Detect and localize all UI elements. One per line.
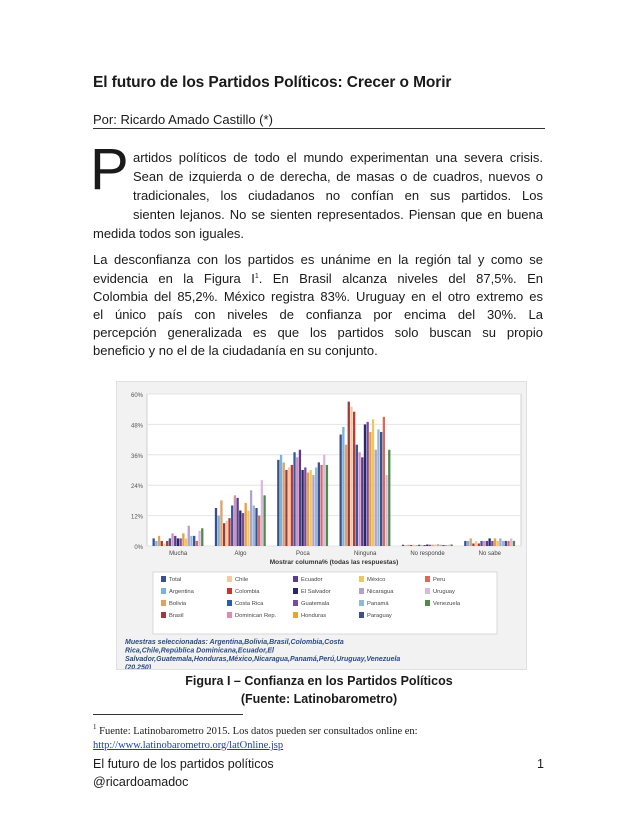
figure-chart <box>116 381 527 670</box>
bar <box>467 541 469 546</box>
bar <box>196 541 198 546</box>
bar <box>491 541 493 546</box>
bar <box>177 538 179 546</box>
sample-note-line: Muestras seleccionadas: Argentina,Bolivia,Brasil,Colombia,Costa <box>125 639 344 646</box>
bar <box>239 511 241 546</box>
bar <box>280 455 282 546</box>
footnote-link[interactable]: http://www.latinobarometro.org/latOnline.jsp <box>93 740 284 751</box>
bar <box>307 473 309 546</box>
legend-swatch <box>425 576 430 582</box>
legend-entry: Honduras <box>301 613 327 619</box>
bar <box>215 508 217 546</box>
y-tick-label: 48% <box>130 423 143 430</box>
paragraph-2-line-3: Colombia del 85,2%. México registra 83%. Uruguay en el otro extremo es <box>93 289 543 304</box>
bar <box>510 538 512 546</box>
bar <box>483 541 485 546</box>
bar <box>340 435 342 546</box>
bar <box>190 536 192 546</box>
bar <box>261 480 263 546</box>
bar <box>223 523 225 546</box>
legend-entry: Colombia <box>235 589 260 595</box>
legend-entry: Peru <box>433 577 446 583</box>
bar <box>228 518 230 546</box>
bar <box>486 541 488 546</box>
bar <box>234 495 236 546</box>
footnote-reference[interactable]: 1 <box>254 273 259 280</box>
legend-swatch <box>425 600 430 606</box>
bar <box>488 538 490 546</box>
bar <box>255 508 257 546</box>
bar <box>377 429 379 546</box>
bar <box>415 545 417 546</box>
paragraph-1-line-1: artidos políticos de todo el mundo experimentan una severa crisis. <box>133 150 543 165</box>
bar <box>410 545 412 546</box>
title-divider <box>93 128 545 129</box>
footnote: $^1$ Fuente: Latinobarometro 2015. Los datos pueden ser consultados online en: <box>93 723 418 737</box>
legend-entry: Nicaragua <box>367 589 394 595</box>
bar <box>242 513 244 546</box>
bar <box>304 467 306 546</box>
legend-entry: Argentina <box>169 589 194 595</box>
legend-entry: Venezuela <box>433 601 461 607</box>
sample-note-line: Salvador,Guatemala,Honduras,México,Nicaragua,Panamá,Perú,Uruguay,Venezuela <box>125 656 401 663</box>
bar <box>166 541 168 546</box>
paragraph-1-line-4: sienten lejanos. No se sienten representados. Piensan que en buena <box>133 207 543 222</box>
bar <box>464 541 466 546</box>
bar <box>158 536 160 546</box>
bar <box>350 407 352 546</box>
x-tick-label: No sabe <box>478 551 502 557</box>
paragraph-2-line-5: percepción generalizada es que los partidos solo buscan su propio <box>93 325 543 340</box>
bar <box>440 545 442 546</box>
x-tick-label: No responde <box>410 551 445 557</box>
figure-source: (Fuente: Latinobarometro) <box>240 692 398 706</box>
bar <box>201 528 203 546</box>
bar <box>437 544 439 546</box>
legend-entry: Bolivia <box>169 601 187 607</box>
legend-swatch <box>161 612 166 618</box>
byline: Por: Ricardo Amado Castillo (*) <box>93 112 273 127</box>
paragraph-2-line-4: el único país con niveles de confianza por encima del 30%. La <box>93 307 543 322</box>
confidence-bar-chart <box>117 382 526 669</box>
bar <box>367 422 369 546</box>
bar <box>402 545 404 546</box>
bar <box>318 462 320 546</box>
bar <box>475 541 477 546</box>
bar <box>407 545 409 546</box>
legend-swatch <box>359 612 364 618</box>
legend-entry: Guatemala <box>301 601 330 607</box>
y-tick-label: 12% <box>130 514 143 521</box>
paragraph-1-line-5: medida todos son iguales. <box>93 226 245 241</box>
bar <box>364 424 366 546</box>
legend-swatch <box>293 600 298 606</box>
bar <box>369 432 371 546</box>
bar <box>180 538 182 546</box>
bar <box>507 541 509 546</box>
footer-handle: @ricardoamadoc <box>93 775 189 789</box>
bar <box>277 460 279 546</box>
bar <box>310 470 312 546</box>
sample-note-line: (20.250) <box>125 664 152 669</box>
legend-entry: Chile <box>235 577 249 583</box>
x-tick-label: Algo <box>234 551 247 557</box>
bar <box>405 545 407 546</box>
bar <box>385 475 387 546</box>
document-title: El futuro de los Partidos Políticos: Crecer o Morir <box>93 74 452 91</box>
legend-swatch <box>227 612 232 618</box>
legend-entry: Total <box>169 577 182 583</box>
legend-entry: Costa Rica <box>235 601 264 607</box>
bar <box>250 490 252 546</box>
bar <box>470 538 472 546</box>
drop-cap: P <box>90 137 129 202</box>
bar <box>429 545 431 546</box>
bar <box>375 450 377 546</box>
bar <box>193 536 195 546</box>
bar <box>434 544 436 546</box>
bar <box>174 536 176 546</box>
y-tick-label: 60% <box>130 393 143 399</box>
paragraph-2-line-6: beneficio y no el de la ciudadanía en su conjunto. <box>93 343 378 358</box>
bar <box>163 543 165 546</box>
bar <box>253 505 255 546</box>
bar <box>312 475 314 546</box>
bar <box>380 432 382 546</box>
bar <box>388 450 390 546</box>
bar <box>448 545 450 546</box>
paragraph-1-line-2: Sean de izquierda o de derecha, de masas o de cuadros, nuevos o <box>133 169 543 184</box>
bar <box>480 541 482 546</box>
legend-swatch <box>425 588 430 594</box>
bar <box>231 505 233 546</box>
paragraph-2-line-1: La desconfianza con los partidos es unánime en la región tal y como se <box>93 252 543 267</box>
legend-swatch <box>359 576 364 582</box>
bar <box>293 452 295 546</box>
bar <box>442 545 444 546</box>
bar <box>345 445 347 546</box>
bar <box>348 402 350 546</box>
bar <box>258 516 260 546</box>
bar <box>220 500 222 546</box>
footer-title: El futuro de los partidos políticos <box>93 757 274 771</box>
legend-swatch <box>227 588 232 594</box>
legend-entry: Dominican Rep. <box>235 613 277 619</box>
x-tick-label: Mucha <box>169 551 188 557</box>
bar <box>513 541 515 546</box>
bar <box>502 541 504 546</box>
bar <box>185 538 187 546</box>
bar <box>472 543 474 546</box>
legend-swatch <box>293 576 298 582</box>
legend-entry: El Salvador <box>301 589 331 595</box>
paragraph-1-line-3: tradicionales, los ciudadanos no confían en sus partidos. Los <box>133 188 543 203</box>
bar <box>326 465 328 546</box>
legend-swatch <box>227 600 232 606</box>
legend-entry: Brasil <box>169 613 184 619</box>
bar <box>153 538 155 546</box>
bar <box>499 538 501 546</box>
bar <box>320 465 322 546</box>
y-tick-label: 0% <box>134 545 143 551</box>
sample-note-line: Rica,Chile,República Dominicana,Ecuador,El <box>125 647 274 655</box>
bar <box>372 419 374 546</box>
x-tick-label: Ninguna <box>353 551 377 557</box>
bar <box>188 526 190 546</box>
bar <box>445 545 447 546</box>
bar <box>356 445 358 546</box>
bar <box>247 511 249 546</box>
legend-swatch <box>293 612 298 618</box>
bar <box>353 412 355 546</box>
bar <box>497 541 499 546</box>
bar <box>421 545 423 546</box>
y-tick-label: 36% <box>130 453 143 460</box>
x-tick-label: Poca <box>295 551 310 557</box>
bar <box>285 470 287 546</box>
legend-entry: Panamá <box>367 601 389 607</box>
bar <box>432 545 434 546</box>
bar <box>301 470 303 546</box>
bar <box>283 462 285 546</box>
plot-area <box>147 394 521 546</box>
bar <box>226 521 228 546</box>
legend-entry: Paraguay <box>367 613 392 619</box>
legend-swatch <box>359 588 364 594</box>
bar <box>236 498 238 546</box>
bar <box>358 452 360 546</box>
legend-swatch <box>359 600 364 606</box>
x-axis-label: Mostrar columna% (todas las respuestas) <box>269 559 399 566</box>
legend-swatch <box>161 576 166 582</box>
bar <box>383 417 385 546</box>
bar <box>478 543 480 546</box>
legend-entry: México <box>367 577 386 583</box>
bar <box>291 465 293 546</box>
bar <box>361 457 363 546</box>
bar <box>315 467 317 546</box>
bar <box>494 538 496 546</box>
bar <box>182 533 184 546</box>
bar <box>296 457 298 546</box>
bar <box>288 467 290 546</box>
figure-caption: Figura I – Confianza en los Partidos Políticos <box>185 674 453 688</box>
bar <box>450 544 452 546</box>
bar <box>155 541 157 546</box>
bar <box>218 516 220 546</box>
bar <box>171 533 173 546</box>
page-number: 1 <box>537 757 544 771</box>
y-tick-label: 24% <box>130 484 143 491</box>
bar <box>413 545 415 546</box>
bar <box>342 427 344 546</box>
bar <box>418 545 420 546</box>
bar <box>323 455 325 546</box>
legend-swatch <box>161 588 166 594</box>
legend-entry: Ecuador <box>301 577 323 583</box>
legend-swatch <box>227 576 232 582</box>
bar <box>198 531 200 546</box>
paragraph-2-line-2: evidencia en la Figura $I^1$. En Brasil alcanza niveles del 87,5%. En <box>93 271 543 286</box>
footnote-divider <box>93 714 243 715</box>
footnote-link-row <box>93 740 283 751</box>
bar <box>169 538 171 546</box>
bar <box>299 450 301 546</box>
legend-entry: Uruguay <box>433 589 455 595</box>
legend-swatch <box>293 588 298 594</box>
bar <box>245 503 247 546</box>
bar <box>161 541 163 546</box>
bar <box>505 541 507 546</box>
legend-swatch <box>161 600 166 606</box>
bar <box>426 544 428 546</box>
bar <box>263 495 265 546</box>
bar <box>423 545 425 546</box>
